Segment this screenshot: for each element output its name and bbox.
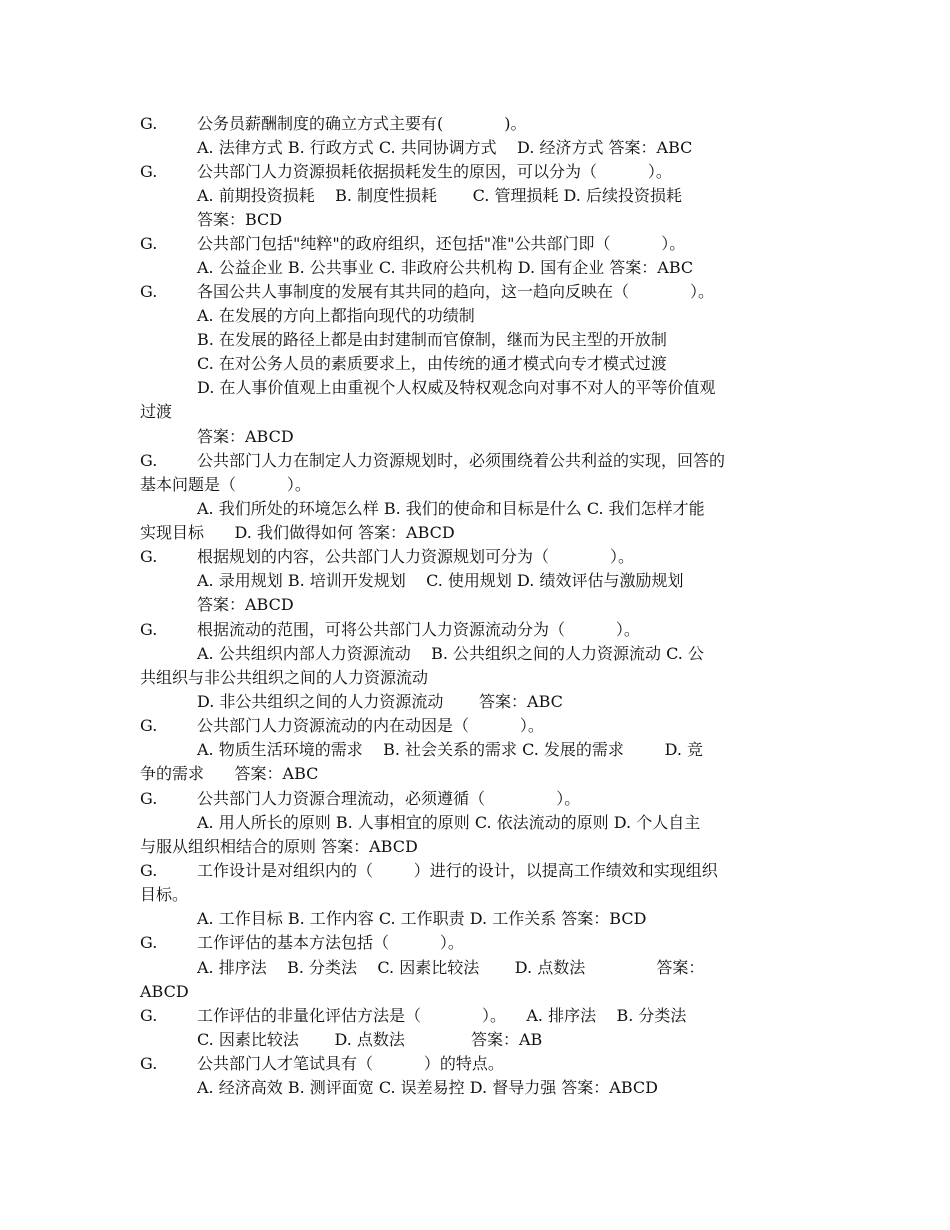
- options-line: A. 物质生活环境的需求 B. 社会关系的需求 C. 发展的需求 D. 竞: [197, 740, 704, 759]
- options-line: A. 录用规划 B. 培训开发规划 C. 使用规划 D. 绩效评估与激励规划: [197, 571, 684, 590]
- options-line: D. 非公共组织之间的人力资源流动 答案：ABC: [197, 692, 563, 711]
- question-text: 各国公共人事制度的发展有其共同的趋向，这一趋向反映在（ ）。: [197, 282, 715, 301]
- question-text: 公务员薪酬制度的确立方式主要有( )。: [197, 114, 527, 133]
- question-text-continued: 目标。: [140, 885, 189, 904]
- options-line: A. 公共组织内部人力资源流动 B. 公共组织之间的人力资源流动 C. 公: [197, 644, 704, 663]
- question-text: 公共部门人力资源损耗依据损耗发生的原因，可以分为（ ）。: [197, 162, 672, 181]
- question-marker: G.: [140, 1006, 158, 1025]
- options-line: A. 我们所处的环境怎么样 B. 我们的使命和目标是什么 C. 我们怎样才能: [197, 499, 705, 518]
- answer-line: 答案：BCD: [197, 210, 283, 229]
- question-marker: G.: [140, 234, 158, 253]
- question-text: 公共部门人力在制定人力资源规划时，必须围绕着公共利益的实现，回答的: [197, 451, 726, 470]
- question-text: 公共部门人力资源流动的内在动因是（ ）。: [197, 716, 544, 735]
- option-d: D. 在人事价值观上由重视个人权威及特权观念向对事不对人的平等价值观: [197, 378, 716, 397]
- question-marker: G.: [140, 282, 158, 301]
- question-marker: G.: [140, 861, 158, 880]
- options-line: A. 前期投资损耗 B. 制度性损耗 C. 管理损耗 D. 后续投资损耗: [197, 186, 682, 205]
- option-c: C. 在对公务人员的素质要求上，由传统的通才模式向专才模式过渡: [197, 354, 667, 373]
- option-d-continued: 过渡: [140, 402, 173, 421]
- question-marker: G.: [140, 547, 158, 566]
- option-a: A. 在发展的方向上都指向现代的功绩制: [197, 306, 475, 325]
- question-marker: G.: [140, 716, 158, 735]
- options-line: A. 经济高效 B. 测评面宽 C. 误差易控 D. 督导力强 答案：ABCD: [197, 1078, 658, 1097]
- question-marker: G.: [140, 451, 158, 470]
- options-line: C. 因素比较法 D. 点数法 答案：AB: [197, 1030, 543, 1049]
- question-marker: G.: [140, 114, 158, 133]
- question-marker: G.: [140, 789, 158, 808]
- question-text: 根据流动的范围，可将公共部门人力资源流动分为（ ）。: [197, 620, 640, 639]
- answer-line: 答案：ABCD: [197, 595, 294, 614]
- question-marker: G.: [140, 933, 158, 952]
- options-line: A. 公益企业 B. 公共事业 C. 非政府公共机构 D. 国有企业 答案：ABC: [197, 258, 694, 277]
- question-marker: G.: [140, 1054, 158, 1073]
- options-line: A. 法律方式 B. 行政方式 C. 共同协调方式 D. 经济方式 答案：ABC: [197, 138, 693, 157]
- options-line-continued: 共组织与非公共组织之间的人力资源流动: [140, 668, 429, 687]
- question-text: 工作设计是对组织内的（ ）进行的设计，以提高工作绩效和实现组织: [197, 861, 718, 880]
- question-text-continued: 基本问题是（ ）。: [140, 475, 311, 494]
- question-marker: G.: [140, 162, 158, 181]
- question-text: 公共部门人力资源合理流动，必须遵循（ ）。: [197, 789, 581, 808]
- options-line: A. 用人所长的原则 B. 人事相宜的原则 C. 依法流动的原则 D. 个人自主: [197, 813, 701, 832]
- question-text: 根据规划的内容，公共部门人力资源规划可分为（ ）。: [197, 547, 635, 566]
- question-text: 工作评估的基本方法包括（ ）。: [197, 933, 464, 952]
- answer-continued: ABCD: [140, 982, 189, 1001]
- question-text: 工作评估的非量化评估方法是（ ）。 A. 排序法 B. 分类法: [197, 1006, 687, 1025]
- answer-line: 答案：ABCD: [197, 427, 294, 446]
- options-line: A. 工作目标 B. 工作内容 C. 工作职责 D. 工作关系 答案：BCD: [197, 909, 647, 928]
- option-b: B. 在发展的路径上都是由封建制而官僚制，继而为民主型的开放制: [197, 330, 667, 349]
- question-text: 公共部门包括"纯粹"的政府组织，还包括"准"公共部门即（ ）。: [197, 234, 686, 253]
- options-line-continued: 实现目标 D. 我们做得如何 答案：ABCD: [140, 523, 455, 542]
- options-line-continued: 争的需求 答案：ABC: [140, 764, 319, 783]
- question-marker: G.: [140, 620, 158, 639]
- question-text: 公共部门人才笔试具有（ ）的特点。: [197, 1054, 504, 1073]
- options-line: A. 排序法 B. 分类法 C. 因素比较法 D. 点数法 答案：: [197, 958, 705, 977]
- options-line-continued: 与服从组织相结合的原则 答案：ABCD: [140, 837, 418, 856]
